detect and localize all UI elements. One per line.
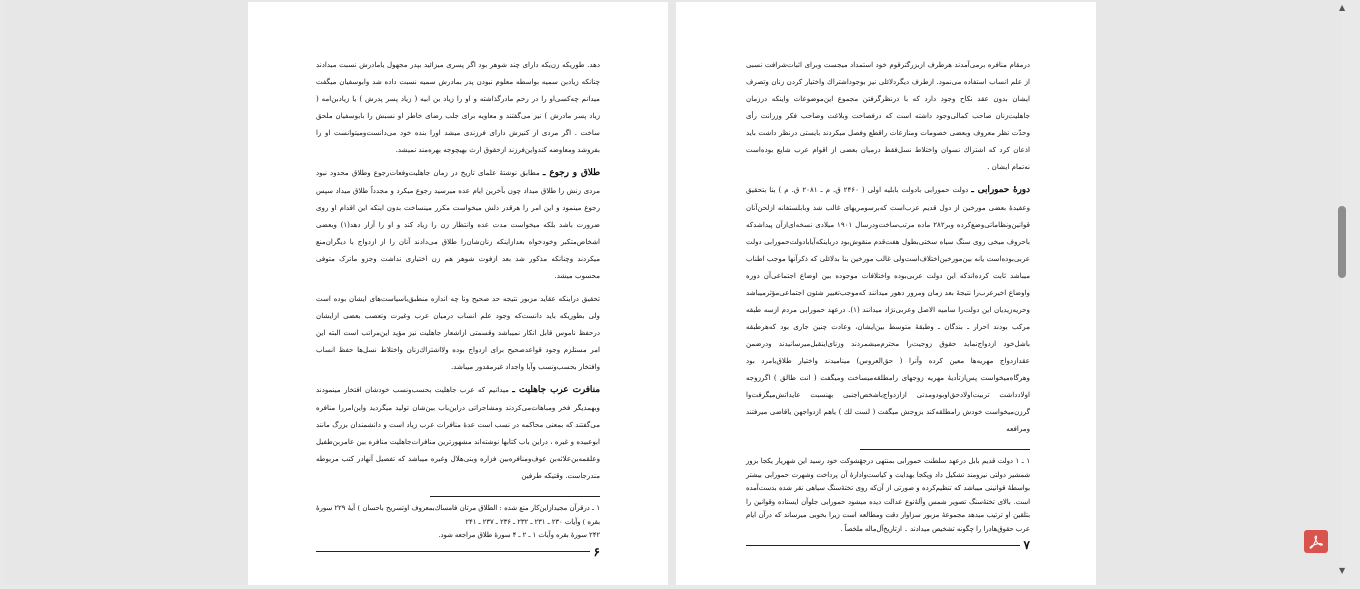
page-number-line bbox=[316, 551, 590, 552]
paragraph-text: تحقیق دراینکه عقاید مزبور نتیجه حد صحیح ونا چه اندازه منطبق‌باسیاست‌های ایشان بوده است ولی بطوریکه باید دانست‌که وجود علم انساب درمیان عرب وغیرت وتعصب بعضی ازایشان درحفظ ناموس قابل انکار نمیباشد وقسمتی ازاشعار جاهلیت نیز مؤید این‌مراتب است البته این امر مستلزم وجود قواعدصحیح برای ازدواج بوده ولااشتراك‌زنان واختلاط نسل‌ها حفظ انساب وافتخار بحسب‌ونسب وآبا واجداد غیرمقدور میباشد. bbox=[316, 294, 600, 371]
vertical-scrollbar[interactable] bbox=[1335, 0, 1351, 585]
page-left bbox=[248, 2, 668, 585]
footnote: ۲۴۲ سورهٔ بقره وآیات ۱ ـ ۲ ـ ۴ سورهٔ طلاق مراجعه شود. bbox=[438, 531, 600, 539]
footnote-rule bbox=[860, 449, 1030, 450]
scroll-down-icon[interactable]: ▼ bbox=[1339, 566, 1346, 575]
paragraph-text: درمقام منافره برمی‌آمدند هرطرف ازبزرگترقوم خود استمداد میجست وبرای اثبات‌شرافت نسبی از علم انساب استفاده می‌نمود. ازطرف دیگردلائلی نیز بوجوداشتراك واختیار کردن زنان وتصرف ایشان بدون عقد نکاح وجود دارد که با درنظرگرفتن مجموع این‌موضوعات واینکه درزمان جاهلیت‌زنان صاحب کمالی‌وجود داشته است که درفصاحت وبلاغت وصاحب فکر وزرانت رأی وحدّت نظر معروف وبعضی خصومات ومنازعات راقطع وفصل میکردند بایستی درنظر داشت باید اذعان کرد که اشتراك نسوان واختلاط نسل‌فقط درمیان بعضی از اقوام عرب شایع بوده‌است نه‌تمام ایشان . bbox=[746, 60, 1030, 171]
body-paragraph bbox=[316, 164, 600, 284]
scroll-up-icon[interactable]: ▲ bbox=[1339, 3, 1346, 12]
section-heading: منافرت عرب جاهلیت ـ bbox=[512, 385, 600, 395]
page-right-content bbox=[746, 56, 1030, 551]
section-heading: دورهٔ حمورابی ـ bbox=[971, 185, 1030, 195]
body-paragraph bbox=[316, 56, 600, 158]
body-paragraph bbox=[746, 181, 1030, 437]
footnote-rule bbox=[430, 496, 600, 497]
page-number-line bbox=[746, 545, 1020, 546]
paragraph-text: دولت حمورابی بادولت بابلیه اولی ( ۲۴۶۰ ق. م ـ ۲۰۸۱ ق. م ) بنا بتحقیق وعقیدهٔ بعضی مورخین از دول قدیم عرب‌است که‌برسومریهای غالب شد وبابلستفانه ازلحن‌آنان قوانین‌ونظاماتی‌وضع‌کرده وبر۲۸۲ ماده مرتب‌ساخت‌ودرسال ۱۹۰۱ میلادی نسخه‌ای‌ازآن پیداشد‌که باحروف میخی روی سنگ سیاه سختی‌بطول هفت‌قدم منقوش‌بود درباینکه‌آیا‌بادولت‌حمورابی دولت عربی‌بوده‌است یانه بین‌مورخین‌اختلاف‌است‌ولی غالب مورخین بنا بدلائلی که ذکرآنها موجب اطناب میباشد ثابت کرده‌اندکه این دولت عربی‌بوده واختلافات موجوده بین اوضاع اجتماعی‌آن دوره واوضاع اخیرعرب‌را نتیجهٔ بعد زمان ومرور دهور میدانند که‌موجب‌تغییر شئون اجتماعی‌مؤثرمیباشد وحریه‌زیدیان این دولت‌را ساميه الاصل وعربی‌نژاد میدانند (۱). درعهد حمورابی مردم ازسه طبقه مرکب بودند احرار ـ بندگان ـ وطبقهٔ متوسط بین‌ایشان، وعادت چنین جاری بود که‌هرطبقه باشل‌خود ازدواج‌نماید حقوق زوجیت‌را محترم‌میشمردند وزنای‌اینقبل‌میرسانیدند ودرضمن عقدازدواج مهریه‌ها معین کرده وآنرا ( حق‌العروس) مینامیدند واختیار طلاق‌بامرد بود وهرگاه‌میخواست پس‌ازتأدیهٔ مهریه زوجهای رامطلقه‌میساخت ومیگفت ( انت طالق ) اگرزوجه اولادداشت تربیت‌اولادحق‌اوبود‌ومدتی ازازدواج‌باشخص‌اجنبی بهنسبت عایداتش‌میگرفت‌وا گرزن‌میخواست خودش رامطلقه‌کند بزوجش میگفت ( لست لك ) یاهم ازدواجهن یاقاضی میرفتند ومرافعه bbox=[746, 185, 1031, 433]
pdf-button[interactable] bbox=[1304, 530, 1328, 553]
page-right bbox=[676, 2, 1096, 585]
page-number: ۷ bbox=[1023, 538, 1030, 552]
page-left-content bbox=[316, 56, 600, 558]
page-number: ۶ bbox=[593, 544, 600, 559]
paragraph-text: دهد. طوریکه زن‌یکه دارای چند شوهر بود اگر پسری میزائید بپدر مجهول یامادرش نسبت میدادند چنانکه زیادبن سمیه بواسطه معلوم نبودن پدر بمادرش سمیه نسبت داده شد وابوسفیان میگفت میدانم چه‌کسی‌او را در رحم مادرگذاشته و او را زیاد بن ابیه ( زیاد پسر پدرش ) یا زیادبن‌امه ( زیاد پسر مادرش ) نیز می‌گفتند و معاویه برای جلب رضای خاطر او نسبش را بابوسفیان ملحق ساخت . اگر مردی از کنیزش دارای فرزندی میشد اورا بنده خود می‌دانست‌ومیتوانست او را بفروشد ومعاوضه کندواین‌فرزند ازحقوق ارث بهیچوجه بهره‌مند نمیشد. bbox=[316, 60, 600, 154]
body-paragraph bbox=[316, 290, 600, 375]
page-number-row bbox=[316, 546, 600, 558]
paragraph-text: مطابق نوشتهٔ علمای تاریخ در زمان جاهلیت‌وفعات‌رجوع وطلاق محدود نبود مردی زنش را طلاق میداد چون بآخرین ایام عده میرسید رجوع میکرد و مجدداً طلاق میداد سپس رجوع مینمود و این امر را هرقدر دلش میخواست مکرر مینساخت بدون اینکه این اقدام او روی ضرورت باشد بلکه میخواست مدت عده وانتظار زن را زیاد کند و او را آزار دهد(۱) وبعضی اشخاص‌متکبر وخودخواه بعدازاینکه زنان‌شان‌را طلاق می‌دادند آنان را از ازدواج با دیگران‌منع میکردند وچنانکه مذکور شد بعد ازفوت شوهر هم زن اختیاری نداشت وجزو ماترک متوفی محسوب میشد. bbox=[316, 168, 600, 280]
paragraph-gap bbox=[746, 437, 1030, 443]
page-number-row bbox=[746, 539, 1030, 551]
scroll-thumb[interactable] bbox=[1338, 206, 1346, 278]
body-paragraph bbox=[746, 56, 1030, 175]
pdf-icon bbox=[1308, 534, 1324, 550]
section-heading: طلاق و رجوع ـ bbox=[542, 168, 600, 178]
footnote: ۱ ـ ۱ دولت قدیم بابل درعهد سلطنت حمورابی بمنتهی درجهٔشوکت خود رسید این شهریار یکجا بزور شمشیر دولتی نیرومند تشکیل داد ویکجا بهدایت و کیاست‌وادارهٔ آن پرداخت وشهرت حمورابی بیشتر بواسطهٔ قوانینی میباشد که تنظیم‌کرده و صورتی از آن‌که روی تختهٔ‌سنگ سیاهی نقر شده بدست‌آمده است. بالای تختهٔ‌سنگ تصویر شمس وآلهٔ‌نوع عدالت دیده میشود حمورابی جلوآن ایستاده وقوانین را بتلقین او ترتیب میدهد مجموعهٔ مزبور سزاوار دقت ومطالعه است زیرا بخوبی میرساند که درآن ایام عرب حقوق‌هادرا را چگونه تشخیص میدادند ۔ ازتاریخ‌آل‌ماله ملخصاً . bbox=[746, 457, 1030, 533]
document-viewer[interactable] bbox=[4, 0, 1341, 585]
paragraph-gap bbox=[316, 484, 600, 490]
body-paragraph bbox=[316, 381, 600, 484]
paragraph-text: میدانیم که عرب جاهلیت بحسب‌ونسب خودشان افتخار مینمودند وبهمدیگر فخر ومباهات‌می‌کردند ومشاجراتی دراین‌باب بین‌شان تولید میگردید واین‌امررا منافره می‌گفتند که بمعنی محاکمه در نسب است عدهٔ منافرات عرب زیاد است و دانشمندان بزرگ مانند ابوعبیده و غیره ، دراین باب کتابها نوشته‌اند مشهورترین منافرات‌جاهلیت منافره بین عامربن‌طفیل وعلقمه‌بن‌علاثه‌بن عوف‌ومنافره‌بین فزاره وبنی‌هلال وغیره میباشد که تفصیل آنهادر کتب مربوطه مندرجاست. وقتیکه طرفین bbox=[316, 385, 600, 480]
footnote: ۱ ـ درقرآن مجیدازاین‌کار منع شده : الطلاق مرتان فامساك‌بمعروف اوتسریح باحسان ) آیهٔ ۲۲۹ سورهٔ بقره ) وآیات ۲۳۰ ـ ۲۳۱ ـ ۲۳۲ ـ ۲۳۶ ـ ۲۳۷ ـ ۲۴۱ bbox=[316, 504, 600, 526]
